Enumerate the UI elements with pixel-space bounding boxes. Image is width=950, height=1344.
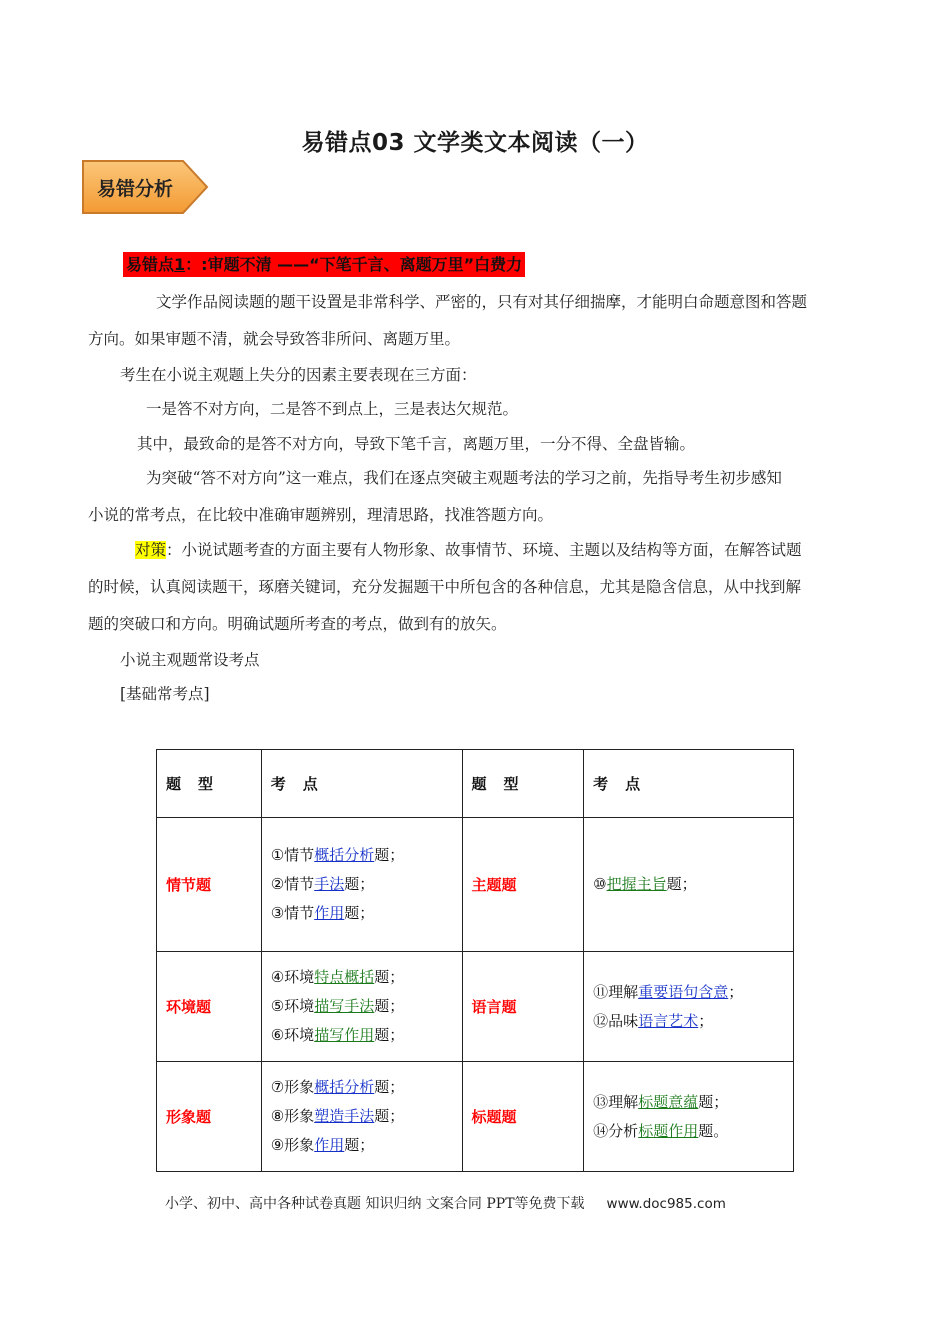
- footer-text: 小学、初中、高中各种试卷真题 知识归纳 文案合同 PPT等免费下载: [165, 1196, 585, 1212]
- point-item: ⑬理解标题意蕴题；: [593, 1092, 729, 1111]
- point-item: ⑨形象作用题；: [270, 1136, 375, 1154]
- heading-prefix: 易错点: [126, 255, 175, 274]
- point-link[interactable]: 塑造手法: [314, 1107, 375, 1125]
- point-link[interactable]: 重要语句含意: [638, 982, 729, 1001]
- point-item: ⑩把握主旨题；: [593, 875, 697, 893]
- point-link[interactable]: 手法: [314, 875, 345, 893]
- paragraph-line: 考生在小说主观题上失分的因素主要表现在三方面：: [120, 366, 477, 384]
- paragraph-line: 小说的常考点，在比较中准确审题辨别，理清思路，找准答题方向。: [88, 506, 554, 524]
- question-type: 形象题: [157, 1062, 262, 1172]
- points-cell: [584, 818, 794, 952]
- footer-url[interactable]: www.doc985.com: [606, 1196, 726, 1212]
- points-cell: [584, 952, 794, 1062]
- points-cell: [261, 818, 462, 952]
- page-footer: [165, 1193, 726, 1213]
- question-type: 标题题: [462, 1062, 584, 1172]
- page-title: 易错点03 文学类文本阅读（一）: [301, 130, 649, 156]
- point-item: ⑧形象塑造手法题；: [270, 1107, 405, 1125]
- point-link[interactable]: 标题作用: [638, 1121, 699, 1140]
- section-heading: [123, 252, 525, 277]
- point-item: ④环境特点概括题；: [270, 968, 405, 986]
- point-link[interactable]: 特点概括: [314, 968, 375, 986]
- point-link[interactable]: 作用: [314, 1136, 345, 1154]
- table-header-row: [157, 750, 794, 818]
- points-cell: [261, 1062, 462, 1172]
- point-item: ②情节手法题；: [270, 875, 375, 893]
- point-link[interactable]: 描写手法: [314, 997, 375, 1015]
- point-item: ⑥环境描写作用题；: [270, 1026, 405, 1044]
- question-type: 情节题: [157, 818, 262, 952]
- question-type: 环境题: [157, 952, 262, 1062]
- point-link[interactable]: 概括分析: [314, 846, 375, 864]
- paragraph-line: [基础常考点]: [120, 685, 210, 703]
- points-cell: [261, 952, 462, 1062]
- strategy-label: 对策: [135, 541, 167, 559]
- paragraph-line: 文学作品阅读题的题干设置是非常科学、严密的，只有对其仔细揣摩，才能明白命题意图和答题: [156, 293, 808, 311]
- header-cell: 题 型: [462, 750, 584, 818]
- point-item: ⑭分析标题作用题。: [593, 1121, 729, 1140]
- question-type: 语言题: [462, 952, 584, 1062]
- point-item: ⑫品味语言艺术；: [593, 1011, 714, 1030]
- point-link[interactable]: 语言艺术: [638, 1011, 699, 1030]
- paragraph-line: 题的突破口和方向。明确试题所考查的考点，做到有的放矢。: [88, 615, 507, 633]
- point-link[interactable]: 标题意蕴: [638, 1092, 699, 1111]
- table-row: [157, 952, 794, 1062]
- table-row: [157, 1062, 794, 1172]
- point-item: ⑦形象概括分析题；: [270, 1078, 405, 1096]
- point-item: ③情节作用题；: [270, 904, 375, 922]
- point-link[interactable]: 描写作用: [314, 1026, 375, 1044]
- badge-label: 易错分析: [97, 178, 174, 200]
- paragraph-line: 方向。如果审题不清，就会导致答非所问、离题万里。: [88, 330, 461, 348]
- header-cell: 考 点: [584, 750, 794, 818]
- paragraph-line: 一是答不对方向，二是答不到点上，三是表达欠规范。: [146, 400, 519, 418]
- question-type: 主题题: [462, 818, 584, 952]
- point-link[interactable]: 作用: [314, 904, 345, 922]
- header-cell: 考 点: [261, 750, 462, 818]
- points-cell: [584, 1062, 794, 1172]
- strategy-text: ：小说试题考查的方面主要有人物形象、故事情节、环境、主题以及结构等方面，在解答试题: [166, 541, 802, 559]
- point-item: ⑪理解重要语句含意；: [593, 982, 744, 1001]
- heading-text: :审题不清 ——“下笔千言、离题万里”白费力: [201, 255, 523, 274]
- header-cell: 题 型: [157, 750, 262, 818]
- paragraph-line: 其中，最致命的是答不对方向，导致下笔千言，离题万里，一分不得、全盘皆输。: [137, 435, 696, 453]
- point-link[interactable]: 概括分析: [314, 1078, 375, 1096]
- point-item: ⑤环境描写手法题；: [270, 997, 405, 1015]
- point-item: ①情节概括分析题；: [270, 846, 405, 864]
- paragraph-line: [135, 540, 802, 560]
- exam-points-table: [156, 749, 794, 1172]
- paragraph-line: 小说主观题常设考点: [120, 651, 260, 669]
- heading-separator: ：: [185, 255, 202, 274]
- heading-number: 1: [174, 255, 186, 274]
- point-link[interactable]: 把握主旨: [606, 875, 667, 893]
- table-row: [157, 818, 794, 952]
- paragraph-line: 为突破“答不对方向”这一难点，我们在逐点突破主观题考法的学习之前，先指导考生初步感知: [146, 469, 782, 487]
- paragraph-line: 的时候，认真阅读题干，琢磨关键词，充分发掘题干中所包含的各种信息，尤其是隐含信息，从中找到解: [88, 578, 802, 596]
